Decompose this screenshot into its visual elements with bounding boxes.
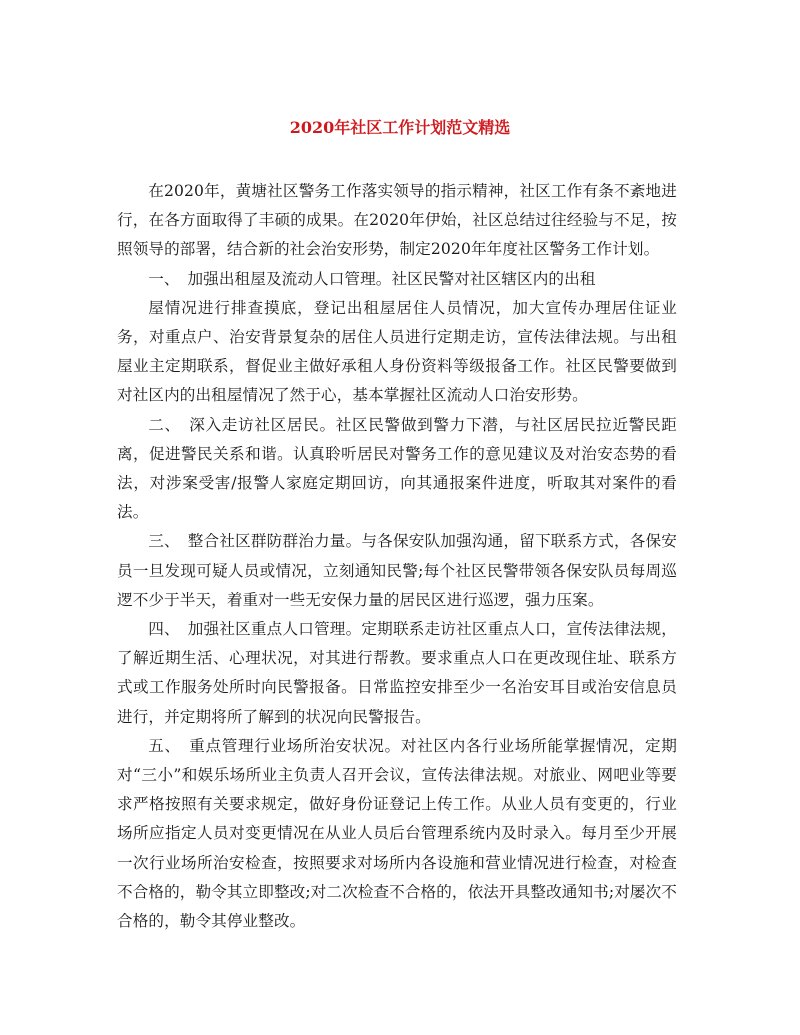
paragraph-intro: 在2020年，黄塘社区警务工作落实领导的指示精神，社区工作有条不紊地进行，在各方面取得了丰硕的成果。在2020年伊始，社区总结过往经验与不足，按照领导的部署，结合新的社会治安形势，制定2020年年度社区警务工作计划。 (117, 182, 677, 259)
document-title: 2020年社区工作计划范文精选 (289, 118, 511, 137)
paragraph-section-5: 五、 重点管理行业场所治安状况。对社区内各行业场所能掌握情况，定期对“三小”和娱乐场所业主负责人召开会议，宣传法律法规。对旅业、网吧业等要求严格按照有关要求规定，做好身份证登记上传工作。从业人员有变更的，行业场所应指定人员对变更情况在从业人员后台管理系统内及时录入。每月至少开展一次行业场所治安检查，按照要求对场所内各设施和营业情况进行检查，对检查不合格的，勒令其立即整改;对二次检查不合格的，依法开具整改通知书;对屡次不合格的，勒令其停业整改。 (117, 736, 677, 931)
paragraph-section-4: 四、 加强社区重点人口管理。定期联系走访社区重点人口，宣传法律法规，了解近期生活、心理状况，对其进行帮教。要求重点人口在更改现住址、联系方式或工作服务处所时向民警报备。日常监控安排至少一名治安耳目或治安信息员进行，并定期将所了解到的状况向民警报告。 (117, 620, 677, 726)
paragraph-section-3: 三、 整合社区群防群治力量。与各保安队加强沟通，留下联系方式，各保安员一旦发现可疑人员或情况，立刻通知民警;每个社区民警带领各保安队员每周巡逻不少于半天，着重对一些无安保力量的居民区进行巡逻，强力压案。 (117, 532, 677, 609)
paragraph-section-1-heading: 一、 加强出租屋及流动人口管理。社区民警对社区辖区内的出租 (148, 269, 596, 288)
paragraph-section-1-body: 屋情况进行排查摸底，登记出租屋居住人员情况，加大宣传办理居住证业务，对重点户、治安背景复杂的居住人员进行定期走访，宣传法律法规。与出租屋业主定期联系，督促业主做好承租人身份资料等级报备工作。社区民警要做到对社区内的出租屋情况了然于心，基本掌握社区流动人口治安形势。 (117, 298, 677, 405)
paragraph-section-2: 二、 深入走访社区居民。社区民警做到警力下潜，与社区居民拉近警民距离，促进警民关系和谐。认真聆听居民对警务工作的意见建议及对治安态势的看法，对涉案受害/报警人家庭定期回访，向其通报案件进度，听取其对案件的看法。 (117, 415, 677, 522)
document-body (117, 177, 677, 936)
